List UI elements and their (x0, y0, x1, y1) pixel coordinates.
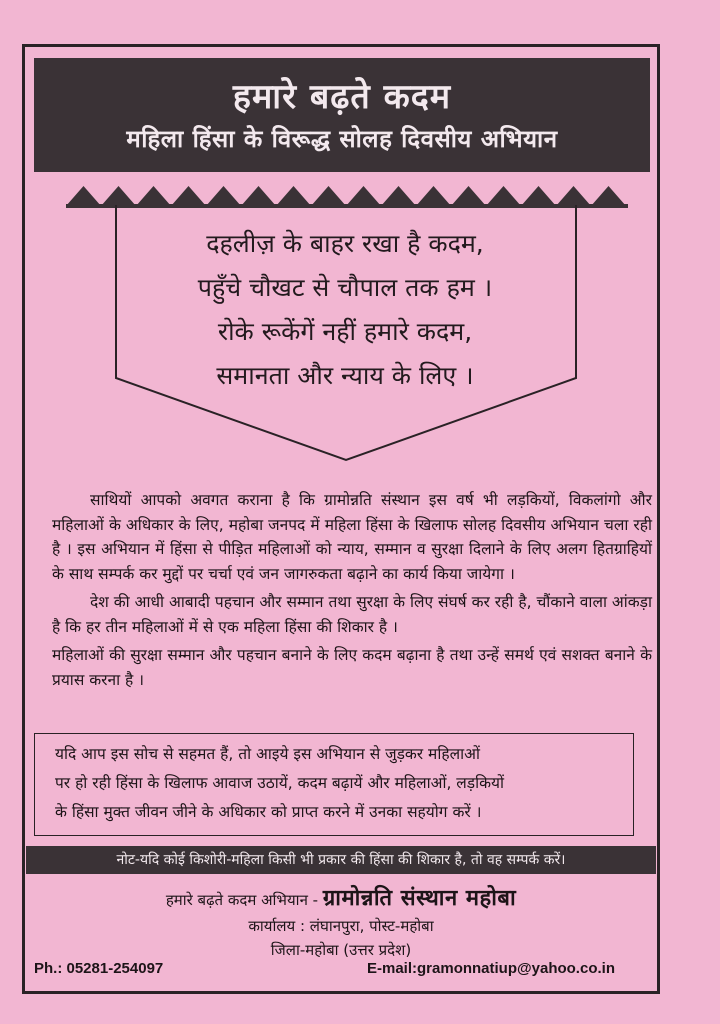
appeal-line: के हिंसा मुक्त जीवन जीने के अधिकार को प्राप्त करने में उनका सहयोग करें । (55, 803, 482, 821)
zigzag-triangle (171, 186, 206, 206)
footer (26, 876, 656, 960)
zigzag-border (66, 186, 628, 208)
zigzag-triangle (206, 186, 241, 206)
footer-organization: ग्रामोन्नति संस्थान महोबा (322, 886, 517, 911)
zigzag-triangle (66, 186, 101, 206)
appeal-line: पर हो रही हिंसा के खिलाफ आवाज उठायें, कदम बढ़ायें और महिलाओं, लड़कियों (55, 774, 505, 792)
footer-email: E-mail:gramonnatiup@yahoo.co.in (367, 960, 615, 977)
page-subtitle: महिला हिंसा के विरूद्ध सोलह दिवसीय अभियान (126, 125, 558, 153)
zigzag-baseline (66, 204, 628, 208)
poem (130, 222, 560, 398)
zigzag-triangle (486, 186, 521, 206)
footer-office: कार्यालय : लंघानपुरा, पोस्ट-महोबा (248, 917, 434, 935)
zigzag-triangle (416, 186, 451, 206)
zigzag-triangle (311, 186, 346, 206)
body-paragraph-1: साथियों आपको अवगत कराना है कि ग्रामोन्नति संस्थान इस वर्ष भी लड़कियों, विकलांगो और महिलाओं के अधिकार के लिए, महोबा जनपद में महिला हिंसा के खिलाफ सोलह दिवसीय अभियान चला रही है । इस अभियान में हिंसा से पीड़ित महिलाओं को न्याय, सम्मान व सुरक्षा दिलाने के लिए अलग हितग्राहियों के साथ सम्पर्क कर मुद्दों पर चर्चा एवं जन जागरुकता बढ़ाने का कार्य किया जायेगा । (52, 491, 652, 583)
appeal-box (34, 733, 634, 836)
footer-phone: Ph.: 05281-254097 (34, 960, 164, 977)
body-paragraph-2: देश की आधी आबादी पहचान और सम्मान तथा सुरक्षा के लिए संघर्ष कर रही है, चौंकाने वाला आंकड़ा है कि हर तीन महिलाओं में से एक महिला हिंसा की शिकार है । (52, 593, 652, 636)
body-paragraph-3: महिलाओं की सुरक्षा सम्मान और पहचान बनाने के लिए कदम बढ़ाना है तथा उन्हें समर्थ एवं सशक्त बनाने के प्रयास करना है । (52, 646, 652, 689)
zigzag-triangle (521, 186, 556, 206)
zigzag-triangle (381, 186, 416, 206)
zigzag-triangle (591, 186, 626, 206)
poem-line: समानता और न्याय के लिए । (216, 361, 474, 390)
footer-campaign: हमारे बढ़ते कदम अभियान - (165, 891, 319, 909)
footer-district: जिला-महोबा (उत्तर प्रदेश) (270, 941, 412, 959)
note-bar: नोट-यदि कोई किशोरी-महिला किसी भी प्रकार की हिंसा की शिकार है, तो वह सम्पर्क करें। (26, 846, 656, 874)
zigzag-triangle (346, 186, 381, 206)
page-title: हमारे बढ़ते कदम (232, 77, 452, 117)
poem-line: पहुँचे चौखट से चौपाल तक हम । (197, 273, 493, 302)
poem-line: दहलीज़ के बाहर रखा है कदम, (206, 229, 484, 258)
zigzag-triangle (101, 186, 136, 206)
appeal-line: यदि आप इस सोच से सहमत हैं, तो आइये इस अभियान से जुड़कर महिलाओं (55, 745, 480, 763)
zigzag-triangle (276, 186, 311, 206)
zigzag-triangle (241, 186, 276, 206)
poem-line: रोके रूकेंगें नहीं हमारे कदम, (217, 317, 473, 346)
body-text (52, 488, 652, 692)
zigzag-triangle (451, 186, 486, 206)
zigzag-triangle (136, 186, 171, 206)
footer-campaign-line (26, 882, 656, 912)
zigzag-triangle (556, 186, 591, 206)
